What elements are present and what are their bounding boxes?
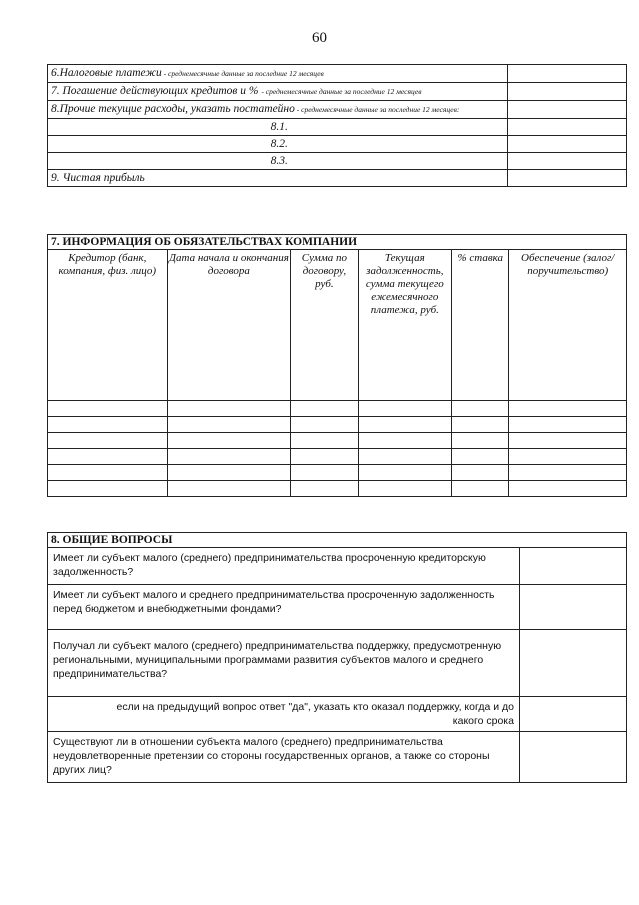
answer-cell[interactable] bbox=[519, 585, 626, 630]
table-row bbox=[48, 449, 627, 465]
value-cell[interactable] bbox=[508, 119, 627, 136]
question-text: Имеет ли субъект малого (среднего) предпринимательства просроченную кредиторскую задолженность? bbox=[48, 548, 520, 585]
header-row bbox=[48, 250, 627, 401]
column-header: Обеспечение (залог/поручительство) bbox=[509, 250, 627, 401]
answer-cell[interactable] bbox=[519, 548, 626, 585]
row-label: 6.Налоговые платежи - среднемесячные данные за последние 12 месяцев bbox=[48, 65, 508, 83]
table-row bbox=[48, 630, 627, 697]
table-row bbox=[48, 136, 627, 153]
table-row bbox=[48, 697, 627, 732]
column-header: Дата начала и окончания договора bbox=[167, 250, 291, 401]
answer-cell[interactable] bbox=[519, 732, 626, 783]
column-header: % ставка bbox=[452, 250, 509, 401]
general-questions-table bbox=[47, 532, 627, 783]
column-header: Текущая задолженность, сумма текущего ежемесячного платежа, руб. bbox=[358, 250, 451, 401]
section-title: 8. ОБЩИЕ ВОПРОСЫ bbox=[48, 533, 627, 548]
table-row bbox=[48, 465, 627, 481]
table-row bbox=[48, 153, 627, 170]
column-header: Кредитор (банк, компания, физ. лицо) bbox=[48, 250, 168, 401]
table-row bbox=[48, 585, 627, 630]
page-number: 60 bbox=[312, 30, 327, 46]
question-text: если на предыдущий вопрос ответ "да", указать кто оказал поддержку, когда и до какого срока bbox=[48, 697, 520, 732]
row-label: 7. Погашение действующих кредитов и % - среднемесячные данные за последние 12 месяцев bbox=[48, 83, 508, 101]
question-text: Имеет ли субъект малого и среднего предпринимательства просроченную задолженность перед бюджетом и внебюджетными фондами? bbox=[48, 585, 520, 630]
table-row bbox=[48, 170, 627, 187]
answer-cell[interactable] bbox=[519, 697, 626, 732]
section-title-row bbox=[48, 533, 627, 548]
obligations-table bbox=[47, 234, 627, 497]
table-row bbox=[48, 401, 627, 417]
table-row bbox=[48, 65, 627, 83]
section-title: 7. ИНФОРМАЦИЯ ОБ ОБЯЗАТЕЛЬСТВАХ КОМПАНИИ bbox=[48, 235, 627, 250]
value-cell[interactable] bbox=[508, 65, 627, 83]
question-text: Получал ли субъект малого (среднего) предпринимательства поддержку, предусмотренную региональными, муниципальными программами развития субъектов малого и среднего предпринимательства? bbox=[48, 630, 520, 697]
table-row bbox=[48, 83, 627, 101]
answer-cell[interactable] bbox=[519, 630, 626, 697]
expenses-table bbox=[47, 64, 627, 187]
row-label: 8.3. bbox=[48, 153, 508, 170]
column-header: Сумма по договору, руб. bbox=[291, 250, 358, 401]
row-label: 8.1. bbox=[48, 119, 508, 136]
value-cell[interactable] bbox=[508, 153, 627, 170]
table-row bbox=[48, 548, 627, 585]
value-cell[interactable] bbox=[508, 170, 627, 187]
table-row bbox=[48, 417, 627, 433]
table-row bbox=[48, 481, 627, 497]
value-cell[interactable] bbox=[508, 83, 627, 101]
value-cell[interactable] bbox=[508, 136, 627, 153]
table-row bbox=[48, 119, 627, 136]
row-label: 8.2. bbox=[48, 136, 508, 153]
value-cell[interactable] bbox=[508, 101, 627, 119]
table-row bbox=[48, 101, 627, 119]
question-text: Существуют ли в отношении субъекта малого (среднего) предпринимательства неудовлетворенные претензии со стороны государственных органов, а также со стороны других лиц? bbox=[48, 732, 520, 783]
section-title-row bbox=[48, 235, 627, 250]
row-label: 8.Прочие текущие расходы, указать постатейно - среднемесячные данные за последние 12 месяцев: bbox=[48, 101, 508, 119]
row-label: 9. Чистая прибыль bbox=[48, 170, 508, 187]
table-row bbox=[48, 433, 627, 449]
table-row bbox=[48, 732, 627, 783]
